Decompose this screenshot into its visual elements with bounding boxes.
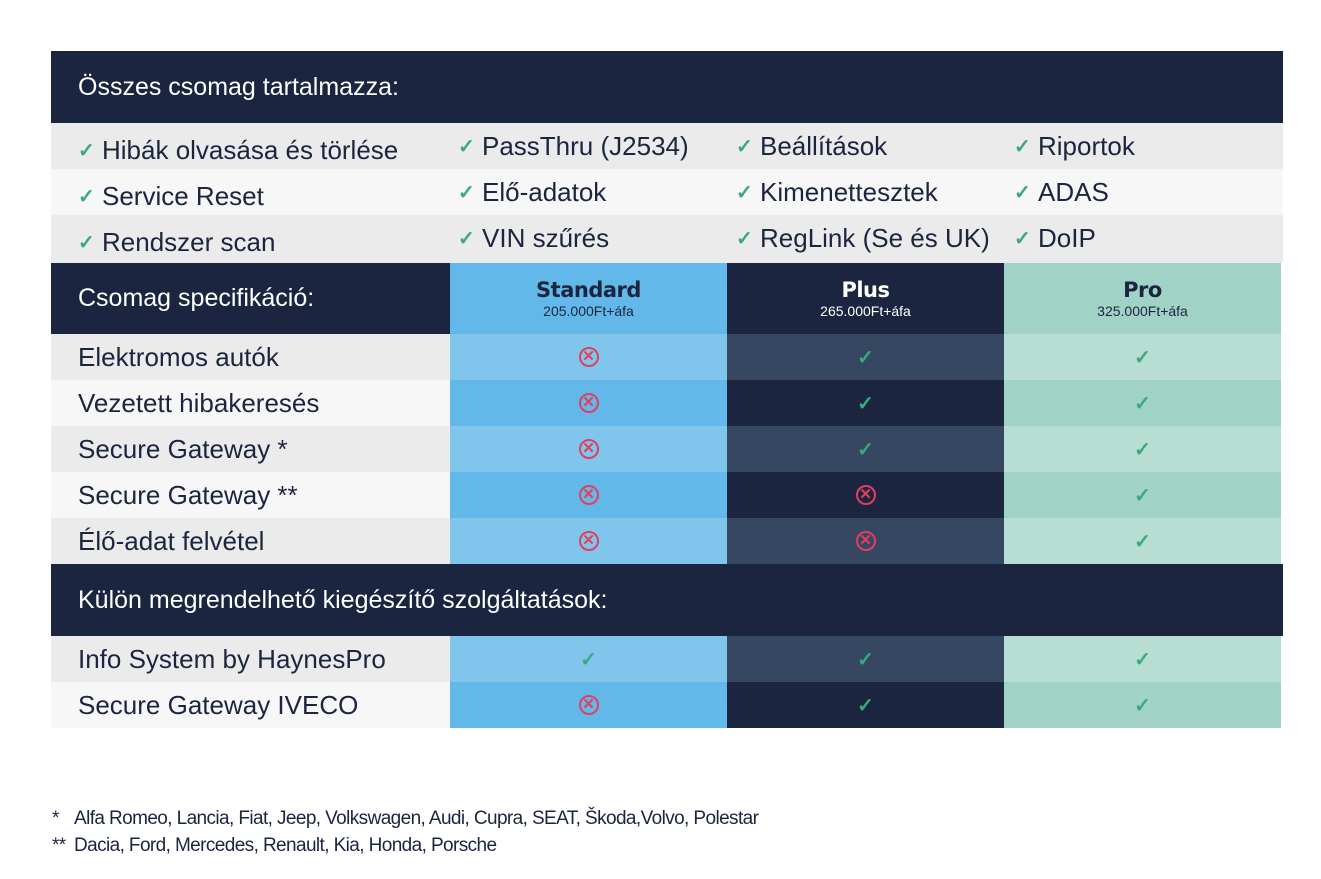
footnote-mark: *: [52, 808, 59, 829]
footnote-text: Alfa Romeo, Lancia, Fiat, Jeep, Volkswagen, Audi, Cupra, SEAT, Škoda,Volvo, Polestar: [74, 808, 759, 829]
included-feature: [1014, 173, 1109, 211]
included-feature-label: Elő-adatok: [482, 176, 607, 207]
cell-plus: [727, 518, 1004, 564]
cross-circle-icon: ✕: [856, 485, 876, 505]
included-feature-label: Hibák olvasása és törlése: [102, 134, 399, 165]
cross-circle-icon: ✕: [579, 347, 599, 367]
included-feature-label: Kimenettesztek: [760, 176, 938, 207]
table-row: [51, 334, 1283, 380]
check-icon: ✓: [458, 181, 475, 204]
cell-pro: [1004, 636, 1281, 682]
package-comparison-table: [51, 51, 1283, 728]
check-icon: ✓: [1134, 530, 1151, 553]
cell-pro: [1004, 334, 1281, 380]
cell-pro: [1004, 426, 1281, 472]
included-features: [51, 123, 1283, 263]
feature-label: Elektromos autók: [51, 334, 450, 380]
package-standard: [450, 263, 727, 334]
package-price: 265.000Ft+áfa: [820, 303, 911, 319]
included-feature: [78, 131, 398, 169]
included-feature: [458, 219, 609, 257]
footnote-text: Dacia, Ford, Mercedes, Renault, Kia, Honda, Porsche: [74, 835, 497, 856]
package-name: Standard: [536, 278, 641, 302]
cell-plus: [727, 636, 1004, 682]
check-icon: ✓: [1134, 438, 1151, 461]
check-icon: ✓: [78, 231, 95, 254]
footnote-mark: **: [52, 835, 66, 856]
cell-pro: [1004, 472, 1281, 518]
check-icon: ✓: [857, 392, 874, 415]
table-row: [51, 426, 1283, 472]
check-icon: ✓: [78, 185, 95, 208]
cell-plus: [727, 472, 1004, 518]
included-header: [51, 51, 1283, 123]
cross-circle-icon: ✕: [579, 485, 599, 505]
feature-label: Élő-adat felvétel: [51, 518, 450, 564]
cell-pro: [1004, 518, 1281, 564]
included-feature-label: Riportok: [1038, 130, 1135, 161]
cross-circle-icon: ✕: [579, 695, 599, 715]
check-icon: ✓: [1134, 694, 1151, 717]
cross-circle-icon: ✕: [579, 439, 599, 459]
check-icon: ✓: [857, 694, 874, 717]
check-icon: ✓: [1134, 648, 1151, 671]
cell-plus: [727, 682, 1004, 728]
check-icon: ✓: [1014, 135, 1031, 158]
table-row: [51, 472, 1283, 518]
cell-pro: [1004, 682, 1281, 728]
check-icon: ✓: [580, 648, 597, 671]
cell-plus: [727, 334, 1004, 380]
cross-circle-icon: ✕: [579, 531, 599, 551]
included-feature-label: Beállítások: [760, 130, 888, 161]
package-pro: [1004, 263, 1281, 334]
cell-standard: [450, 380, 727, 426]
cell-standard: [450, 682, 727, 728]
feature-label: Info System by HaynesPro: [51, 636, 450, 682]
included-feature: [736, 173, 938, 211]
table-row: [51, 636, 1283, 682]
feature-label: Secure Gateway **: [51, 472, 450, 518]
cross-circle-icon: ✕: [579, 393, 599, 413]
cell-standard: [450, 636, 727, 682]
table-row: [51, 518, 1283, 564]
package-plus: [727, 263, 1004, 334]
extras-header: [51, 564, 1283, 636]
included-feature-label: Service Reset: [102, 180, 264, 211]
cell-plus: [727, 380, 1004, 426]
check-icon: ✓: [78, 139, 95, 162]
included-feature-label: DoIP: [1038, 222, 1096, 253]
included-feature-label: VIN szűrés: [482, 222, 610, 253]
cell-pro: [1004, 380, 1281, 426]
cross-circle-icon: ✕: [856, 531, 876, 551]
package-price: 325.000Ft+áfa: [1097, 303, 1188, 319]
package-name: Plus: [841, 278, 890, 302]
cell-plus: [727, 426, 1004, 472]
check-icon: ✓: [1134, 392, 1151, 415]
table-row: [51, 682, 1283, 728]
check-icon: ✓: [736, 135, 753, 158]
included-title: Összes csomag tartalmazza:: [78, 72, 399, 101]
check-icon: ✓: [1014, 181, 1031, 204]
check-icon: ✓: [1014, 227, 1031, 250]
included-feature: [736, 127, 887, 165]
included-feature-label: Rendszer scan: [102, 226, 276, 257]
feature-label: Secure Gateway *: [51, 426, 450, 472]
package-price: 205.000Ft+áfa: [543, 303, 634, 319]
check-icon: ✓: [857, 648, 874, 671]
footnote-2: [52, 835, 496, 857]
included-feature: [736, 219, 990, 257]
check-icon: ✓: [736, 181, 753, 204]
included-feature: [78, 177, 264, 215]
extras-title: Külön megrendelhető kiegészítő szolgáltatások:: [78, 585, 608, 614]
included-feature: [458, 127, 689, 165]
cell-standard: [450, 472, 727, 518]
table-row: [51, 380, 1283, 426]
included-feature: [78, 223, 275, 261]
check-icon: ✓: [1134, 484, 1151, 507]
cell-standard: [450, 334, 727, 380]
cell-standard: [450, 518, 727, 564]
check-icon: ✓: [857, 346, 874, 369]
included-feature: [1014, 127, 1135, 165]
included-feature-label: ADAS: [1038, 176, 1109, 207]
footnote-1: [52, 808, 758, 830]
cell-standard: [450, 426, 727, 472]
check-icon: ✓: [458, 227, 475, 250]
included-feature-label: PassThru (J2534): [482, 130, 689, 161]
included-feature-label: RegLink (Se és UK): [760, 222, 990, 253]
feature-label: Secure Gateway IVECO: [51, 682, 450, 728]
check-icon: ✓: [736, 227, 753, 250]
spec-header-row: [51, 263, 1283, 334]
feature-label: Vezetett hibakeresés: [51, 380, 450, 426]
package-name: Pro: [1123, 278, 1162, 302]
check-icon: ✓: [458, 135, 475, 158]
check-icon: ✓: [857, 438, 874, 461]
included-feature: [458, 173, 606, 211]
spec-title: Csomag specifikáció:: [51, 263, 450, 334]
included-feature: [1014, 219, 1096, 257]
check-icon: ✓: [1134, 346, 1151, 369]
